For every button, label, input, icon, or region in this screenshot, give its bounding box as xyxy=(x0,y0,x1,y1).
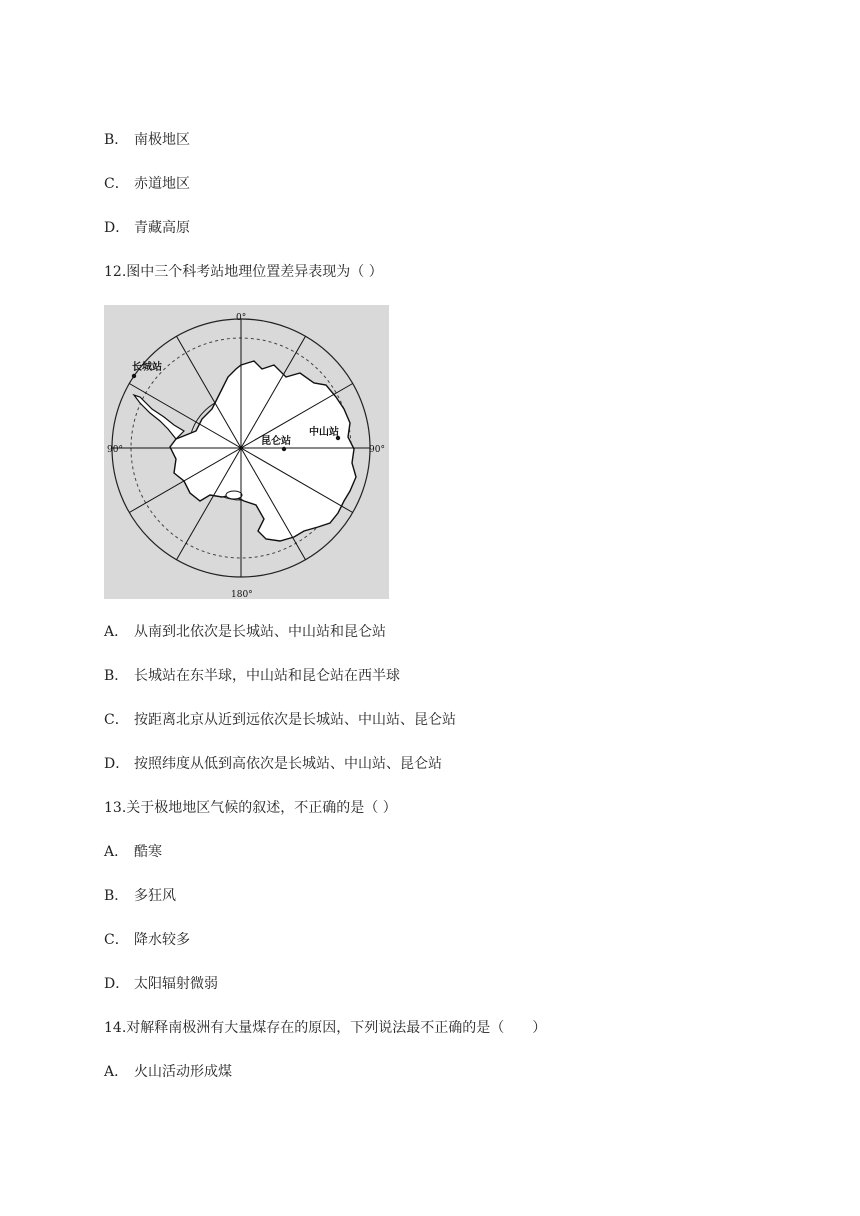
option-label: A． xyxy=(104,624,129,640)
meridian-lines xyxy=(112,319,370,577)
q14-stem: 14.对解释南极洲有大量煤存在的原因，下列说法最不正确的是（ ） xyxy=(104,1020,547,1036)
changcheng-station-label: 长城站 xyxy=(132,362,162,373)
q11-option-d xyxy=(104,219,190,237)
q12-option-d xyxy=(104,755,442,773)
option-label: B． xyxy=(104,668,129,684)
q12-option-c xyxy=(104,711,456,729)
option-label: D． xyxy=(104,220,130,236)
kunlun-station-label: 昆仑站 xyxy=(261,436,291,447)
antarctica-polar-map xyxy=(104,305,389,599)
q13-option-a xyxy=(104,843,162,861)
q12-option-b xyxy=(104,667,400,685)
option-text: 太阳辐射微弱 xyxy=(134,976,218,992)
island xyxy=(226,491,242,499)
label-90-east: 90° xyxy=(369,445,385,455)
antarctica-outline xyxy=(170,361,356,541)
option-text: 酷寒 xyxy=(134,844,162,860)
q13-stem: 13.关于极地地区气候的叙述，不正确的是（ ） xyxy=(104,800,397,816)
option-text: 多狂风 xyxy=(134,888,176,904)
option-text: 降水较多 xyxy=(134,932,190,948)
option-label: A． xyxy=(104,1064,129,1080)
option-text: 从南到北依次是长城站、中山站和昆仑站 xyxy=(134,624,386,640)
q13-option-c xyxy=(104,931,190,949)
option-text: 南极地区 xyxy=(134,132,190,148)
q12-option-a xyxy=(104,623,386,641)
option-text: 青藏高原 xyxy=(134,220,190,236)
option-text: 按照纬度从低到高依次是长城站、中山站、昆仑站 xyxy=(134,756,442,772)
zhongshan-station-label: 中山站 xyxy=(309,427,339,438)
kunlun-station-dot xyxy=(282,447,286,451)
option-label: C． xyxy=(104,932,129,948)
label-0-deg: 0° xyxy=(236,313,247,323)
q14-option-a xyxy=(104,1063,232,1081)
q13-option-d xyxy=(104,975,218,993)
option-text: 按距离北京从近到远依次是长城站、中山站、昆仑站 xyxy=(134,712,456,728)
option-label: A． xyxy=(104,844,129,860)
antarctic-peninsula xyxy=(134,395,184,439)
option-label: B． xyxy=(104,888,129,904)
q11-option-b xyxy=(104,131,190,149)
option-label: C． xyxy=(104,712,129,728)
option-text: 火山活动形成煤 xyxy=(134,1064,232,1080)
q11-option-c xyxy=(104,175,190,193)
q13-option-b xyxy=(104,887,176,905)
option-label: D． xyxy=(104,756,130,772)
option-label: B． xyxy=(104,132,129,148)
q12-stem: 12.图中三个科考站地理位置差异表现为（ ） xyxy=(104,264,383,280)
polar-projection-svg xyxy=(104,305,389,599)
option-label: D． xyxy=(104,976,130,992)
changcheng-station-dot xyxy=(132,374,136,378)
option-label: C． xyxy=(104,176,129,192)
label-180-deg: 180° xyxy=(231,590,253,599)
label-90-west: 90° xyxy=(107,445,123,455)
option-text: 长城站在东半球，中山站和昆仑站在西半球 xyxy=(134,668,400,684)
option-text: 赤道地区 xyxy=(134,176,190,192)
